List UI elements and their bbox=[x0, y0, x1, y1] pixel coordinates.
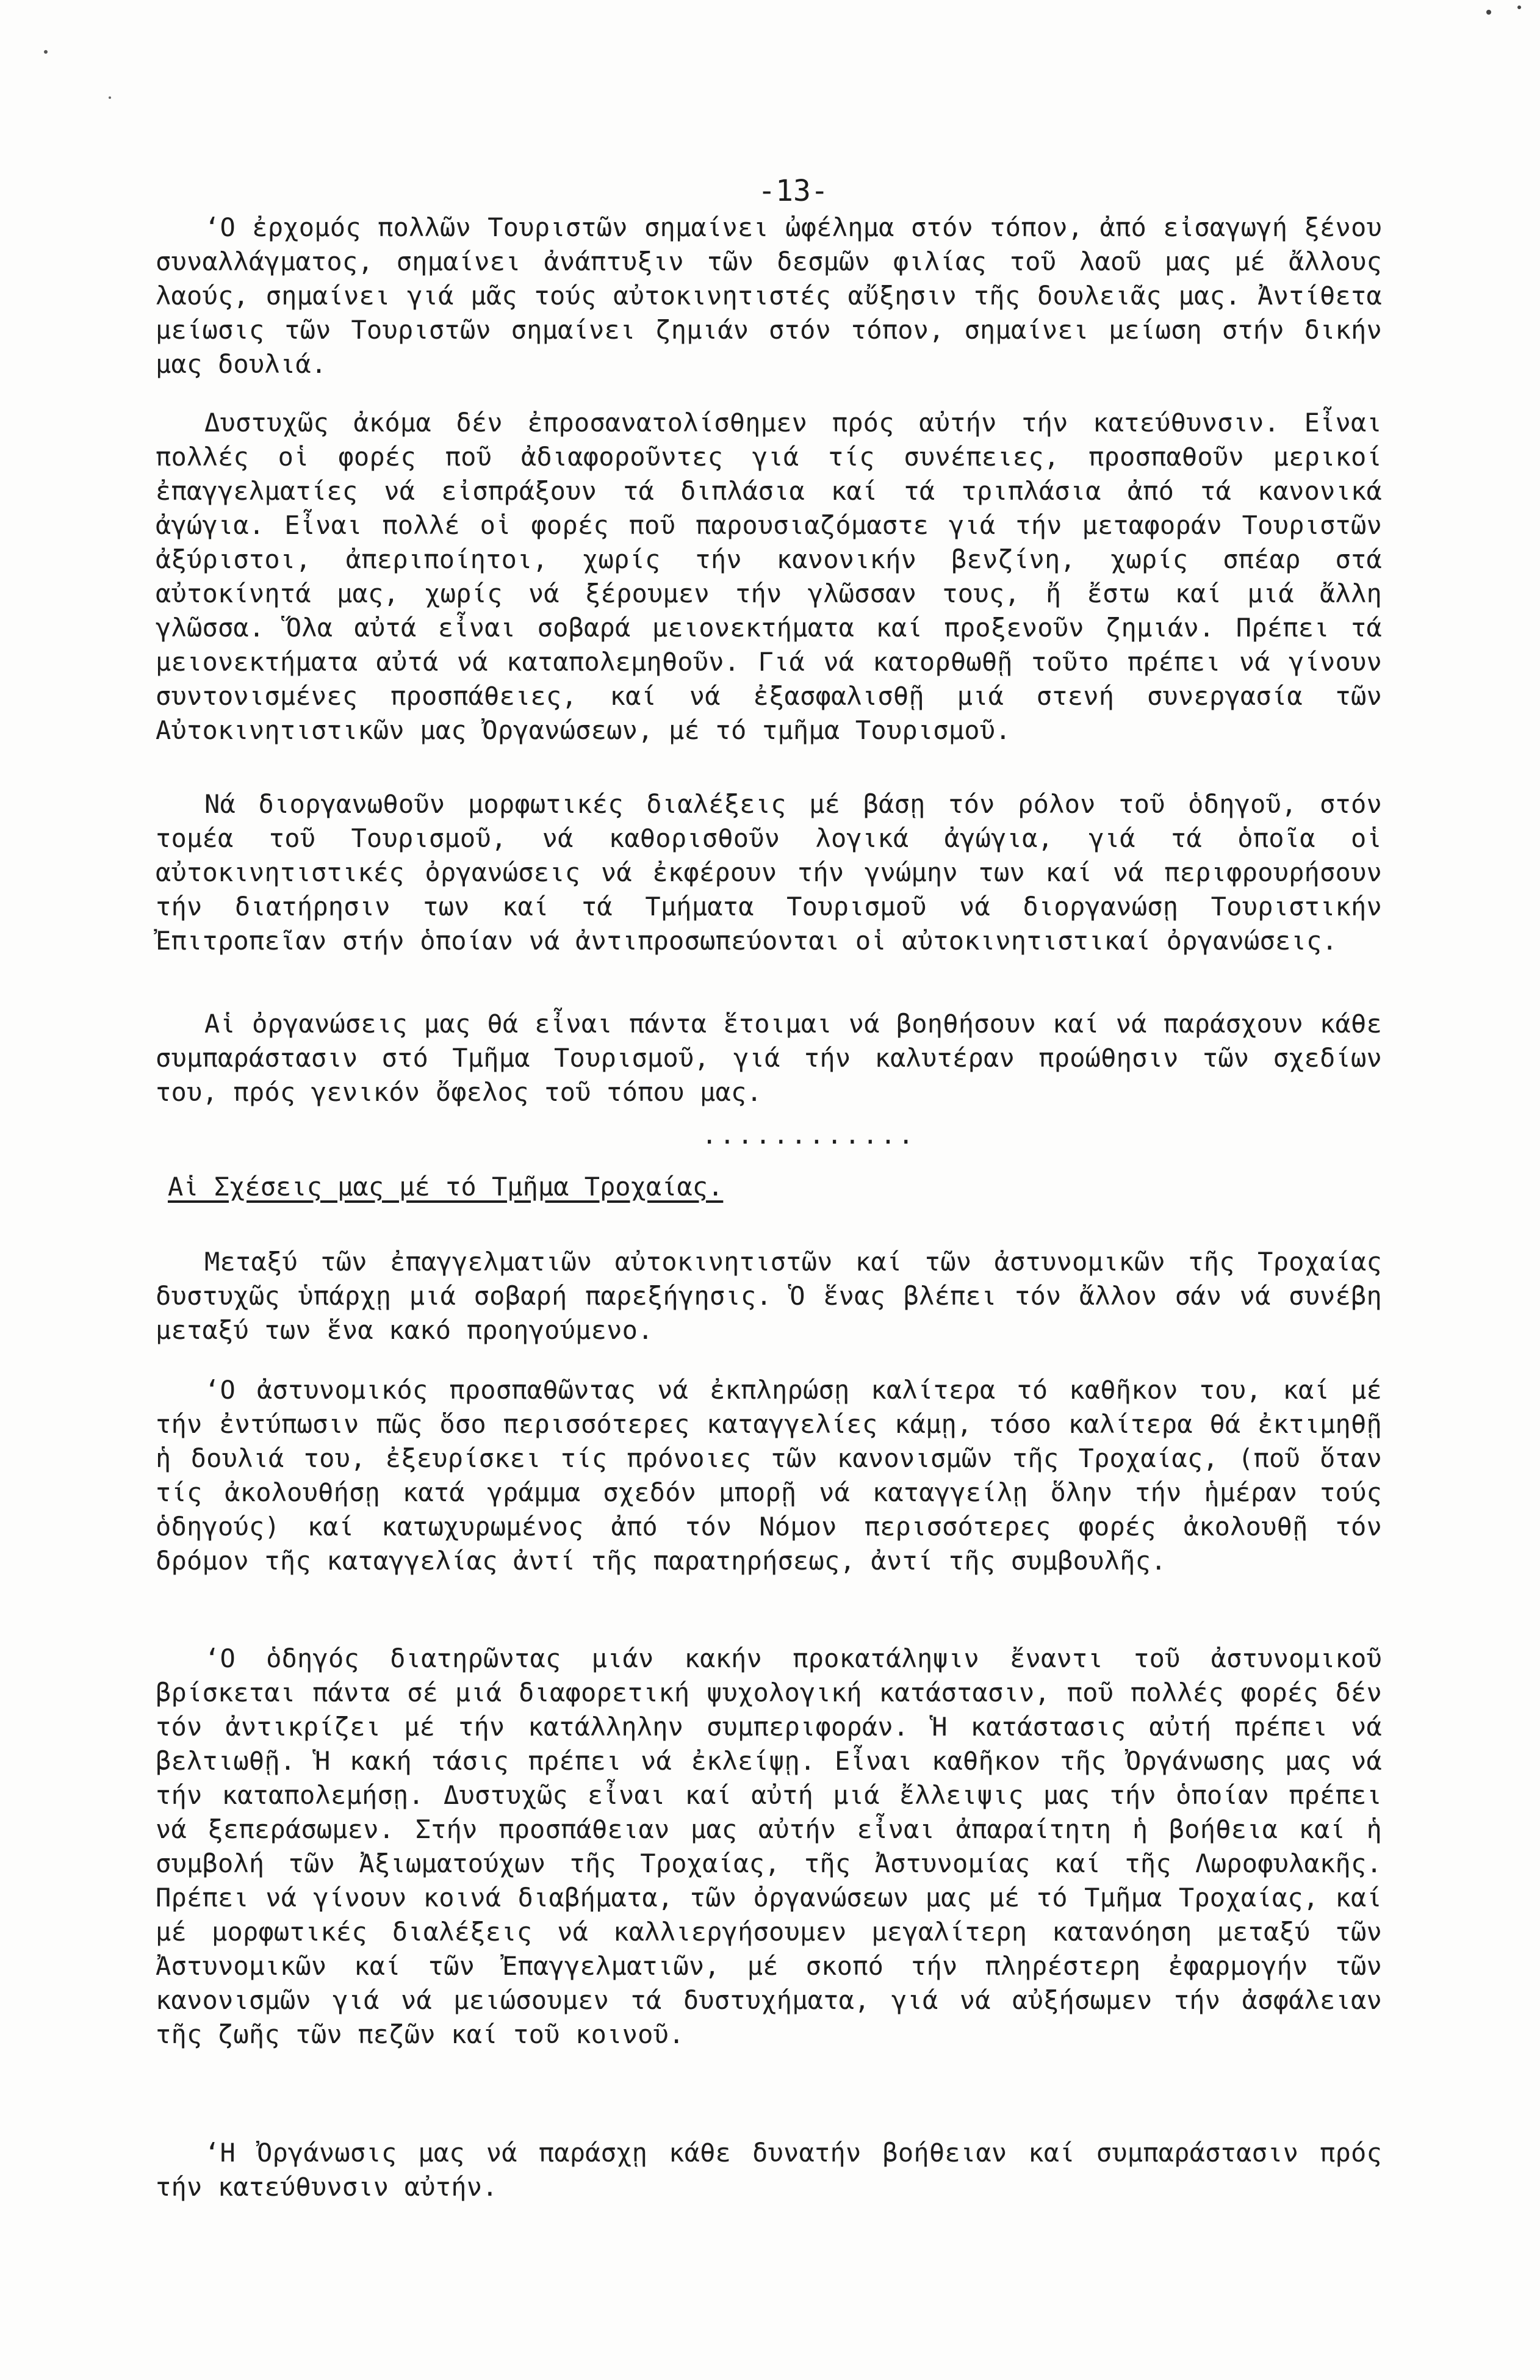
paragraph: Δυστυχῶς ἀκόμα δέν ἐπροσανατολίσθημεν πρός αὐτήν τήν κατεύθυνσιν. Εἶναι πολλές οἱ φορές ποῦ ἀδιαφοροῦντες γιά τίς συνέπειες, προσπαθοῦν μερικοί ἐπαγγελματίες νά εἰσπράξουν τά διπλάσια καί τά τριπλάσια ἀπό τά κανονικά ἀγώγια. Εἶναι πολλέ οἱ φορές ποῦ παρουσιαζόμαστε γιά τήν μεταφοράν Τουριστῶν ἀξύριστοι, ἀπεριποίητοι, χωρίς τήν κανονικήν βενζίνη, χωρίς σπέαρ στά αὐτοκίνητά μας, χωρίς νά ξέρουμεν τήν γλῶσσαν τους, ἤ ἔστω καί μιά ἄλλη γλῶσσα. Ὅλα αὐτά εἶναι σοβαρά μειονεκτήματα καί προξενοῦν ζημιάν. Πρέπει τά μειονεκτήματα αὐτά νά καταπολεμηθοῦν. Γιά νά κατορθωθῇ τοῦτο πρέπει νά γίνουν συντονισμένες προσπάθειες, καί νά ἐξασφαλισθῇ μιά στενή συνεργασία τῶν Αὐτοκινητιστικῶν μας Ὀργανώσεων, μέ τό τμῆμα Τουρισμοῦ. bbox=[156, 408, 1382, 745]
paragraph: Νά διοργανωθοῦν μορφωτικές διαλέξεις μέ βάσῃ τόν ρόλον τοῦ ὁδηγοῦ, στόν τομέα τοῦ Τουρισμοῦ, νά καθορισθοῦν λογικά ἀγώγια, γιά τά ὁποῖα οἱ αὐτοκινητιστικές ὀργανώσεις νά ἐκφέρουν τήν γνώμην των καί νά περιφρουρήσουν τήν διατήρησιν των καί τά Τμήματα Τουρισμοῦ νά διοργανώσῃ Τουριστικήν Ἐπιτροπεῖαν στήν ὁποίαν νά ἀντιπροσωπεύονται οἱ αὐτοκινητιστικαί ὀργανώσεις. bbox=[156, 789, 1382, 956]
paragraph: Μεταξύ τῶν ἐπαγγελματιῶν αὐτοκινητιστῶν καί τῶν ἀστυνομικῶν τῆς Τροχαίας δυστυχῶς ὑπάρχῃ μιά σοβαρή παρεξήγησις. Ὁ ἕνας βλέπει τόν ἄλλον σάν νά συνέβη μεταξύ των ἕνα κακό προηγούμενο. bbox=[156, 1247, 1382, 1345]
paragraph: ‘Ο ὁδηγός διατηρῶντας μιάν κακήν προκατάληψιν ἔναντι τοῦ ἀστυνομικοῦ βρίσκεται πάντα σέ μιά διαφορετική ψυχολογική κατάστασιν, ποῦ πολλές φορές δέν τόν ἀντικρίζει μέ τήν κατάλληλην συμπεριφοράν. Ἡ κατάστασις αὐτή πρέπει νά βελτιωθῇ. Ἡ κακή τάσις πρέπει νά ἐκλείψῃ. Εἶναι καθῆκον τῆς Ὀργάνωσης μας νά τήν καταπολεμήσῃ. Δυστυχῶς εἶναι καί αὐτή μιά ἔλλειψις μας τήν ὁποίαν πρέπει νά ξεπεράσωμεν. Στήν προσπάθειαν μας αὐτήν εἶναι ἀπαραίτητη ἡ βοήθεια καί ἡ συμβολή τῶν Ἀξιωματούχων τῆς Τροχαίας, τῆς Ἀστυνομίας καί τῆς Λωροφυλακῆς. Πρέπει νά γίνουν κοινά διαβήματα, τῶν ὀργανώσεων μας μέ τό Τμῆμα Τροχαίας, καί μέ μορφωτικές διαλέξεις νά καλλιεργήσουμεν μεγαλίτερη κατανόηση μεταξύ τῶν Ἀστυνομικῶν καί τῶν Ἐπαγγελματιῶν, μέ σκοπό τήν πληρέστερη ἐφαρμογήν τῶν κανονισμῶν γιά νά μειώσουμεν τά δυστυχήματα, γιά νά αὐξήσωμεν τήν ἀσφάλειαν τῆς ζωῆς τῶν πεζῶν καί τοῦ κοινοῦ. bbox=[156, 1643, 1382, 2049]
paragraph-misunderstanding bbox=[156, 1245, 1382, 1347]
paragraph: ‘Ο ἐρχομός πολλῶν Τουριστῶν σημαίνει ὠφέλημα στόν τόπον, ἀπό εἰσαγωγή ξένου συναλλάγματος, σημαίνει ἀνάπτυξιν τῶν δεσμῶν φιλίας τοῦ λαοῦ μας μέ ἄλλους λαούς, σημαίνει γιά μᾶς τούς αὐτοκινητιστές αὔξησιν τῆς δουλειᾶς μας. Ἀντίθετα μείωσις τῶν Τουριστῶν σημαίνει ζημιάν στόν τόπον, σημαίνει μείωση στήν δικήν μας δουλιά. bbox=[156, 212, 1382, 379]
paragraph-police-officer bbox=[156, 1373, 1382, 1578]
paragraph: ‘Η Ὀργάνωσις μας νά παράσχῃ κάθε δυνατήν βοήθειαν καί συμπαράστασιν πρός τήν κατεύθυνσιν αὐτήν. bbox=[156, 2138, 1382, 2202]
paragraph-shortcomings bbox=[156, 406, 1382, 748]
paragraph: Αἱ ὀργανώσεις μας θά εἶναι πάντα ἕτοιμαι νά βοηθήσουν καί νά παράσχουν κάθε συμπαράστασιν στό Τμῆμα Τουρισμοῦ, γιά τήν καλυτέραν προώθησιν τῶν σχεδίων του, πρός γενικόν ὄφελος τοῦ τόπου μας. bbox=[156, 1009, 1382, 1107]
section-separator: ............ bbox=[702, 1120, 916, 1150]
page-number: -13- bbox=[758, 174, 829, 208]
paragraph: ‘Ο ἀστυνομικός προσπαθῶντας νά ἐκπληρώσῃ καλίτερα τό καθῆκον του, καί μέ τήν ἐντύπωσιν πῶς ὅσο περισσότερες καταγγελίες κάμῃ, τόσο καλίτερα θά ἐκτιμηθῇ ἡ δουλιά του, ἐξευρίσκει τίς πρόνοιες τῶν κανονισμῶν τῆς Τροχαίας, (ποῦ ὅταν τίς ἀκολουθήσῃ κατά γράμμα σχεδόν μπορῇ νά καταγγείλῃ ὅλην τήν ἡμέραν τούς ὁδηγούς) καί κατωχυρωμένος ἀπό τόν Νόμον περισσότερες φορές ἀκολουθῇ τόν δρόμον τῆς καταγγελίας ἀντί τῆς παρατηρήσεως, ἀντί τῆς συμβουλῆς. bbox=[156, 1375, 1382, 1576]
paragraph-organization-assistance bbox=[156, 2136, 1382, 2204]
paragraph-driver bbox=[156, 1642, 1382, 2052]
paragraph-tourism-benefits bbox=[156, 211, 1382, 381]
section-heading: Αἱ Σχέσεις μας μέ τό Τμῆμα Τροχαίας. bbox=[168, 1172, 724, 1202]
paragraph-organizations-support bbox=[156, 1007, 1382, 1109]
paragraph-lectures bbox=[156, 787, 1382, 958]
